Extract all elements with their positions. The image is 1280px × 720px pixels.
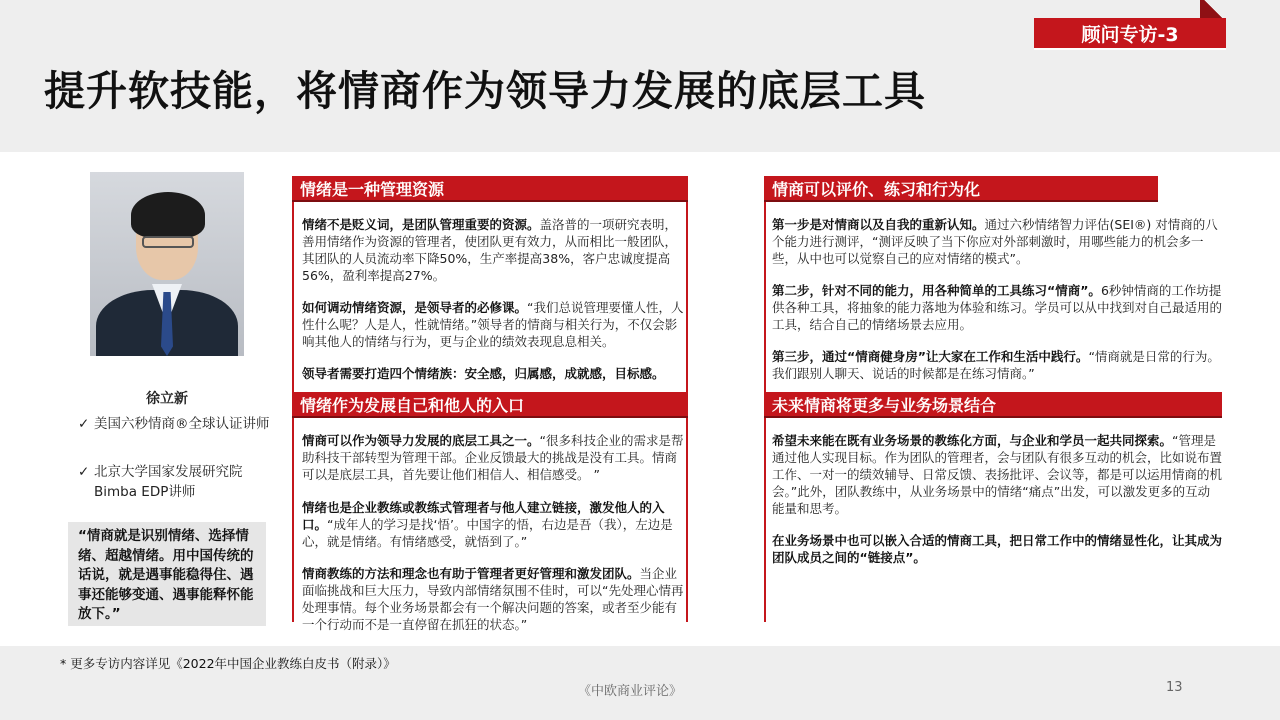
- portrait-glasses: [142, 236, 194, 248]
- interview-tag: 顾问专访-3: [1034, 18, 1226, 50]
- paragraph-lead: 第二步，针对不同的能力，用各种简单的工具练习“情商”。: [772, 283, 1101, 298]
- section-paragraph: [302, 565, 684, 633]
- journal-name: 《中欧商业评论》: [578, 684, 683, 699]
- paragraph-body: “很多科技企业的需求是帮助科技干部转型为管理干部。企业反馈最大的挑战是没有工具。情商可以是底层工具，首先要让他们相信人、相信感受。 ”: [302, 433, 684, 482]
- credential-item: [78, 462, 274, 502]
- paragraph-lead: 情绪也是企业教练或教练式管理者与他人建立链接，激发他人的入口。: [302, 500, 665, 532]
- section-heading-practice: 情商可以评价、练习和行为化: [764, 176, 1158, 202]
- paragraph-body: “情商就是日常的行为。我们跟别人聊天、说话的时候都是在练习情商。”: [772, 349, 1220, 381]
- page-number: 13: [1166, 680, 1183, 695]
- paragraph-body: “成年人的学习是找‘悟’。中国字的悟，右边是吾（我），左边是心，就是情绪。有情绪感受，就悟到了。”: [302, 517, 673, 549]
- section-paragraph: [302, 432, 684, 483]
- pull-quote: “情商就是识别情绪、选择情绪、超越情绪。用中国传统的话说，就是遇事能稳得住、遇事还能够变通、遇事能释怀能放下。”: [68, 522, 266, 626]
- person-name: 徐立新: [146, 391, 188, 407]
- section-paragraph: [302, 216, 684, 284]
- credential-item: [78, 414, 274, 434]
- tag-fold-decoration: [1200, 0, 1226, 18]
- paragraph-body: “我们总说管理要懂人性，人性什么呢？人是人，性就情绪。”领导者的情商与相关行为，不仅会影响其他人的情绪与行为，更与企业的绩效表现息息相关。: [302, 300, 684, 349]
- paragraph-lead: 第一步是对情商以及自我的重新认知。: [772, 217, 985, 232]
- credential-text: 北京大学国家发展研究院Bimba EDP讲师: [94, 464, 243, 500]
- paragraph-lead: 情绪不是贬义词，是团队管理重要的资源。: [302, 217, 540, 232]
- paragraph-lead: 在业务场景中也可以嵌入合适的情商工具，把日常工作中的情绪显性化，让其成为团队成员之间的“链接点”。: [772, 533, 1223, 565]
- portrait-hair: [131, 192, 205, 238]
- paragraph-lead: 领导者需要打造四个情绪族：安全感，归属感，成就感，目标感。: [302, 366, 665, 381]
- section-paragraph: [772, 432, 1222, 517]
- section-paragraph: [772, 532, 1222, 566]
- paragraph-body: 6秒钟情商的工作坊提供各种工具，将抽象的能力落地为体验和练习。学员可以从中找到对自己最适用的工具，结合自己的情绪场景去应用。: [772, 283, 1223, 332]
- section-heading-future: 未来情商将更多与业务场景结合: [764, 392, 1222, 418]
- section-paragraph: [302, 299, 684, 350]
- portrait-photo: [90, 172, 244, 356]
- paragraph-lead: 第三步，通过“情商健身房”让大家在工作和生活中践行。: [772, 349, 1089, 364]
- paragraph-body: 盖洛普的一项研究表明，善用情绪作为资源的管理者，使团队更有效力，从而相比一般团队，其团队的人员流动率下降50%，生产率提高38%，客户忠诚度提高56%，盈利率提高27%。: [302, 217, 678, 283]
- page-title: 提升软技能，将情商作为领导力发展的底层工具: [44, 67, 926, 115]
- credential-text: 美国六秒情商®全球认证讲师: [94, 416, 270, 432]
- paragraph-body: 通过六秒情绪智力评估(SEI®) 对情商的八个能力进行测评，“测评反映了当下你应对外部刺激时，用哪些能力的机会多一些，从中也可以觉察自己的应对情绪的模式”。: [772, 217, 1218, 266]
- section-paragraph: [772, 216, 1222, 267]
- section-paragraph: [772, 348, 1222, 382]
- paragraph-body: “管理是通过他人实现目标。作为团队的管理者，会与团队有很多互动的机会，比如说布置工作、一对一的绩效辅导、日常反馈、表扬批评、会议等，都是可以运用情商的机会。”此外，团队教练中，从业务场景中的情绪“痛点”出发，可以激发更多的互动能量和思考。: [772, 433, 1223, 516]
- paragraph-lead: 情商可以作为领导力发展的底层工具之一。: [302, 433, 540, 448]
- paragraph-body: 当企业面临挑战和巨大压力，导致内部情绪氛围不佳时，可以“先处理心情再处理事情。每个业务场景都会有一个解决问题的答案，或者至少能有一个行动而不是一直停留在抓狂的状态。”: [302, 566, 684, 632]
- paragraph-lead: 如何调动情绪资源，是领导者的必修课。: [302, 300, 528, 315]
- paragraph-lead: 希望未来能在既有业务场景的教练化方面，与企业和学员一起共同探索。: [772, 433, 1173, 448]
- check-icon: ✓: [78, 464, 90, 480]
- section-paragraph: [772, 282, 1222, 333]
- paragraph-lead: 情商教练的方法和理念也有助于管理者更好管理和激发团队。: [302, 566, 640, 581]
- section-heading-resource: 情绪是一种管理资源: [292, 176, 688, 202]
- footnote: * 更多专访内容详见《2022年中国企业教练白皮书（附录）》: [60, 656, 396, 671]
- section-heading-entry: 情绪作为发展自己和他人的入口: [292, 392, 688, 418]
- section-paragraph: [302, 365, 684, 382]
- section-paragraph: [302, 499, 684, 550]
- check-icon: ✓: [78, 416, 90, 432]
